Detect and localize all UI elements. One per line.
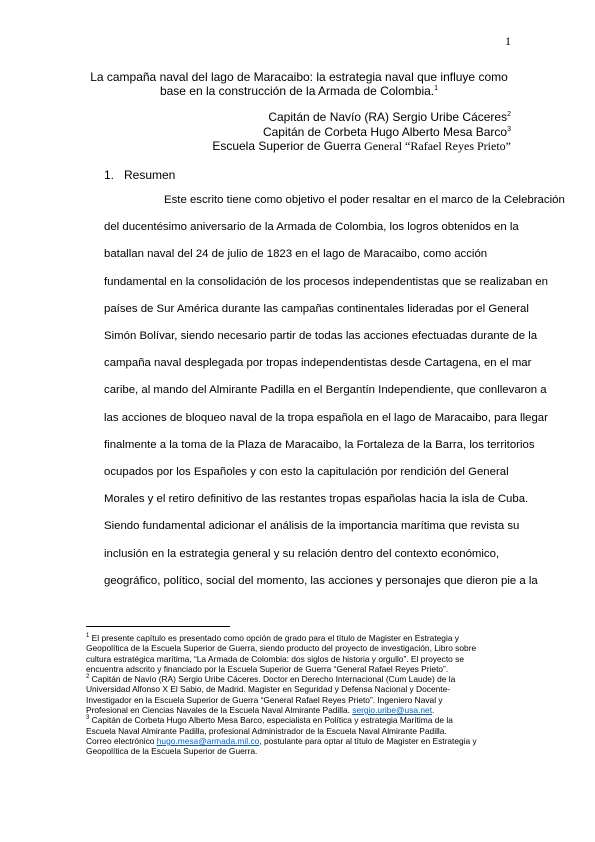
abstract-line: Simón Bolívar, siendo necesario partir de todas las acciones efectuadas durante de la — [104, 330, 538, 343]
author-2-footnote-ref: 3 — [507, 125, 511, 133]
abstract-line: países de Sur América durante las campañas continentales lideradas por el General — [104, 302, 529, 315]
affiliation: Escuela Superior de Guerra General “Rafael Reyes Prieto” — [212, 139, 511, 153]
abstract-line: las acciones de bloqueo naval de la tropa española en el lago de Maracaibo, para llegar — [104, 411, 548, 424]
page-number: 1 — [505, 34, 511, 48]
abstract-line: finalmente a la toma de la Plaza de Maracaibo, la Fortaleza de la Barra, los territorios — [104, 438, 535, 451]
abstract-line: batallan naval del 24 de julio de 1823 en el lago de Maracaibo, como acción — [104, 248, 488, 261]
abstract-paragraph — [104, 187, 565, 595]
abstract-line: Siendo fundamental adicionar el análisis de la importancia marítima que revista su — [104, 520, 520, 533]
document-title — [86, 70, 512, 98]
abstract-line: caribe, al mando del Almirante Padilla en el Bergantín Independiente, que conllevaron a — [104, 384, 547, 397]
author-2: Capitán de Corbeta Hugo Alberto Mesa Barco$^3$ — [262, 124, 511, 139]
footnote-3-marker: 3 — [86, 715, 90, 722]
author-1-footnote-ref: 2 — [507, 111, 511, 118]
title-line-1: La campaña naval del lago de Maracaibo: la estrategia naval que influye como — [90, 70, 508, 84]
abstract-line: inclusión en la estrategia general y su relación dentro del contexto económico, — [104, 547, 500, 560]
abstract-line: Morales y el retiro definitivo de las restantes tropas españolas hacia la isla de Cuba. — [104, 493, 529, 506]
abstract-line: del ducentésimo aniversario de la Armada de Colombia, los logros obtenidos en la — [104, 221, 519, 234]
email-link-mesa[interactable]: hugo.mesa@armada.mil.co — [156, 735, 260, 746]
title-line-2: base en la construcción de la Armada de Colombia. — [159, 84, 435, 98]
section-heading: Resumen — [124, 168, 176, 182]
abstract-line: geográfico, político, social del momento, las acciones y personajes que dieron pie a la — [104, 574, 538, 587]
abstract-line: ocupados por los Españoles y con esto la capitulación por rendición del General — [104, 466, 509, 479]
abstract-line: campaña naval desplegada por tropas independentistas desde Cartagena, en el mar — [104, 357, 532, 370]
footnotes — [86, 633, 516, 757]
footnote-2-marker: 2 — [86, 674, 90, 681]
footnote-3: $^3$ Capitán de Corbeta Hugo Alberto Mesa Barco, especialista en Política y estrategia Marítima de la Escuela Naval Almirante Padilla, profesional Administrador de la Escuela Naval Almirante Padilla. Correo electrónico hugo.mesa@armada.mil.co, postulante para optar al título de Magister en Estrategia y Geopolítica de la Escuela Superior de Guerra. — [86, 715, 477, 757]
footnote-1: $^1$ El presente capítulo es presentado como opción de grado para el título de Magister en Estrategia y Geopolítica de la Escuela Superior de Guerra, siendo producto del proyecto de investigación, Libro sobre cultura estratégica marítima, “La Armada de Colombia: dos siglos de historia y orgullo”. El proyecto se encuentra adscrito y financiado por la Escuela Superior de Guerra “General Rafael Reyes Prieto”. — [86, 633, 477, 674]
section-number: 1. — [104, 168, 115, 182]
footnote-2: $^2$ Capitán de Navío (RA) Sergio Uribe Cáceres. Doctor en Derecho Internacional (Cum Laude) de la Universidad Alfonso X El Sabio, de Madrid. Magister en Seguridad y Defensa Nacional y Docente- Investigador en la Escuela Superior de Guerra “General Rafael Reyes Prieto”. Ingeniero Naval y Profesional en Ciencias Navales de la Escuela Naval Almirante Padilla. sergio.uribe@usa.net. — [86, 674, 456, 716]
author-block — [212, 110, 511, 154]
footnote-separator — [86, 626, 230, 627]
abstract-line: fundamental en la consolidación de los procesos independentistas que se realizaban en — [104, 275, 548, 288]
title-footnote-ref: 1 — [434, 85, 439, 92]
author-1: Capitán de Navío (RA) Sergio Uribe Cáceres$^2$ — [268, 110, 511, 124]
footnote-1-marker: 1 — [86, 633, 90, 640]
email-link-uribe[interactable]: sergio.uribe@usa.net — [352, 705, 433, 716]
abstract-line: Este escrito tiene como objetivo el poder resaltar en el marco de la Celebración — [164, 194, 565, 206]
